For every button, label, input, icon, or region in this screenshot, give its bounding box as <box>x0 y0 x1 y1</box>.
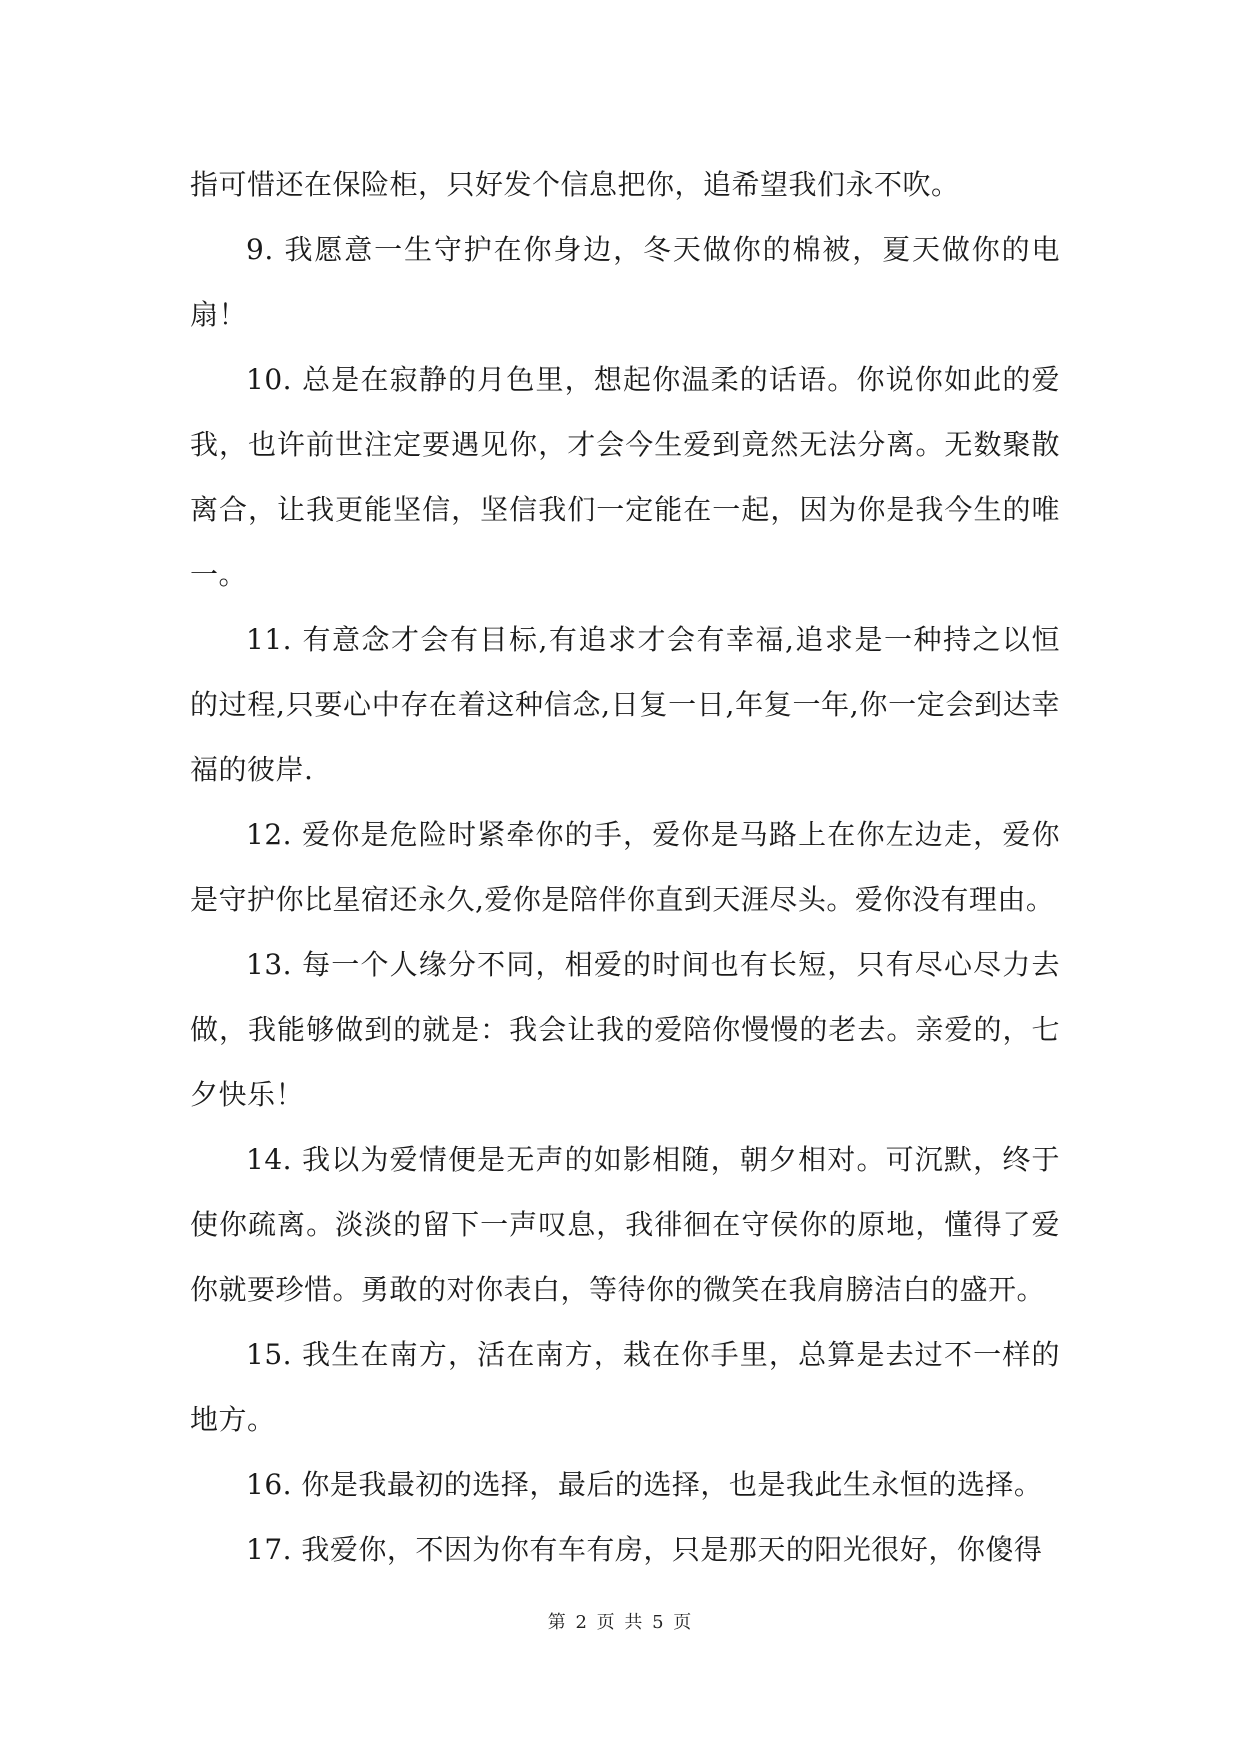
paragraph: 13. 每一个人缘分不同，相爱的时间也有长短，只有尽心尽力去做，我能够做到的就是：我会让我的爱陪你慢慢的老去。亲爱的，七夕快乐！ <box>190 948 1060 1111</box>
paragraph: 16. 你是我最初的选择，最后的选择，也是我此生永恒的选择。 <box>246 1468 1043 1501</box>
document-body <box>190 152 1060 1582</box>
page-footer: 第 2 页 共 5 页 <box>547 1612 694 1633</box>
paragraph: 11. 有意念才会有目标,有追求才会有幸福,追求是一种持之以恒的过程,只要心中存在着这种信念,日复一日,年复一年,你一定会到达幸福的彼岸. <box>190 623 1060 786</box>
paragraph: 17. 我爱你，不因为你有车有房，只是那天的阳光很好，你傻得 <box>246 1533 1043 1566</box>
paragraph: 15. 我生在南方，活在南方，栽在你手里，总算是去过不一样的地方。 <box>190 1338 1060 1436</box>
paragraph: 10. 总是在寂静的月色里，想起你温柔的话语。你说你如此的爱我，也许前世注定要遇见你，才会今生爱到竟然无法分离。无数聚散离合，让我更能坚信，坚信我们一定能在一起，因为你是我今生的唯一。 <box>190 363 1060 591</box>
paragraph: 指可惜还在保险柜，只好发个信息把你，追希望我们永不吹。 <box>190 168 960 201</box>
paragraph: 12. 爱你是危险时紧牵你的手，爱你是马路上在你左边走，爱你是守护你比星宿还永久,爱你是陪伴你直到天涯尽头。爱你没有理由。 <box>190 818 1060 916</box>
paragraph: 14. 我以为爱情便是无声的如影相随，朝夕相对。可沉默，终于使你疏离。淡淡的留下一声叹息，我徘徊在守侯你的原地，懂得了爱你就要珍惜。勇敢的对你表白，等待你的微笑在我肩膀洁白的盛开。 <box>190 1143 1060 1306</box>
paragraph: 9. 我愿意一生守护在你身边，冬天做你的棉被，夏天做你的电扇！ <box>190 233 1060 331</box>
